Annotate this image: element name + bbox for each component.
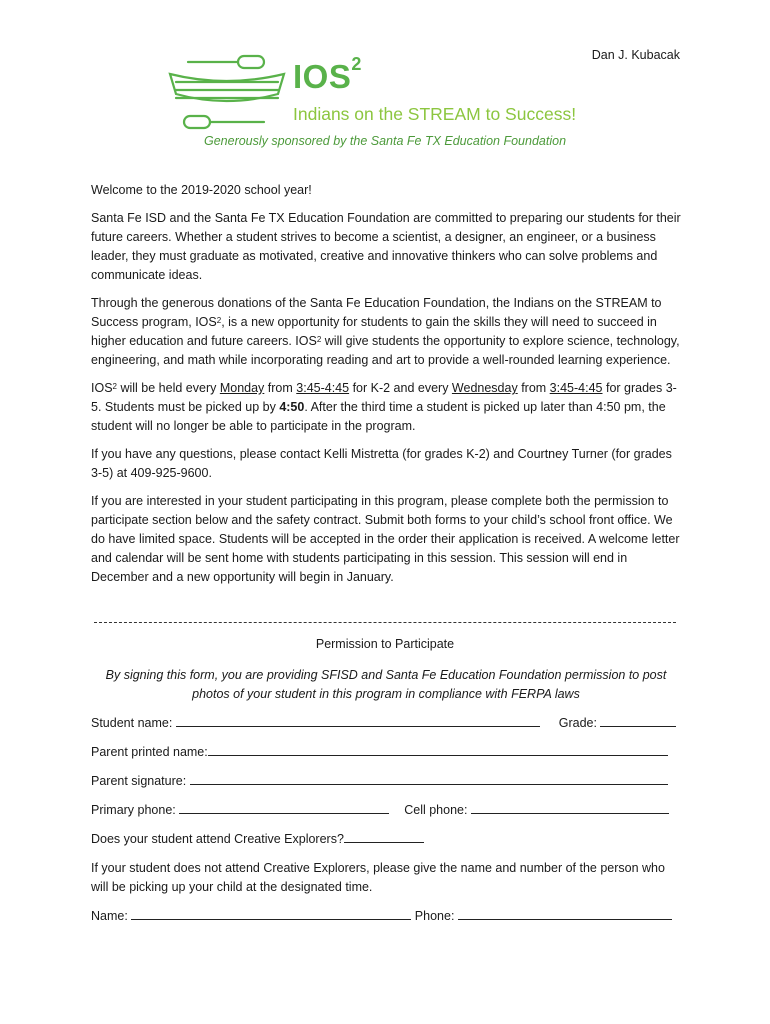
form-title: Permission to Participate <box>315 637 455 651</box>
paragraph-schedule: IOS$^2$ will be held every Monday from 3:45-4:45 for K-2 and every Wednesday from 3:45-4:45 for grades 3-5. Students must be picked up by 4:50. After the third time a student is picked up later than 4:50 pm, the student will no longer be able to participate in the program. <box>91 381 677 433</box>
logo-tagline: Indians on the STREAM to Success! <box>293 104 577 124</box>
creative-explorers-field[interactable] <box>344 830 424 843</box>
parent-printed-row: Parent printed name: <box>91 743 668 759</box>
primary-phone-field[interactable] <box>179 801 389 814</box>
letter-body <box>91 181 681 596</box>
student-name-row: Student name: Grade: <box>91 714 676 730</box>
student-name-field[interactable] <box>176 714 540 727</box>
paragraph-program: Through the generous donations of the Santa Fe Education Foundation, the Indians on the STREAM to Success program, IOS$^2$, is a new opportunity for students to gain the skills they will need to succeed in higher education and future careers. IOS$^2$ will give students the opportunity to explore science, technology, engineering, and math while incorporating reading and art to provide a well-rounded learning experience. <box>91 296 680 367</box>
cut-line <box>94 622 676 623</box>
canoe-logo-icon <box>166 50 286 136</box>
pickup-contact-row: Name: Phone: <box>91 907 672 923</box>
paragraph-intro: Santa Fe ISD and the Santa Fe TX Education Foundation are committed to preparing our students for their future careers. Whether a student strives to become a scientist, a designer, an engineer, or a business leader, they must graduate as motivated, creative and innovative thinkers who can solve problems and communicate ideas. <box>91 211 681 282</box>
parent-signature-field[interactable] <box>190 772 668 785</box>
greeting: Welcome to the 2019-2020 school year! <box>91 183 312 197</box>
paragraph-contact: If you have any questions, please contact Kelli Mistretta (for grades K-2) and Courtney Turner (for grades 3-5) at 409-925-9600. <box>91 447 672 480</box>
pickup-instructions: If your student does not attend Creative Explorers, please give the name and number of the person who will be picking up your child at the designated time. <box>91 861 665 894</box>
creative-explorers-row: Does your student attend Creative Explorers? <box>91 830 424 846</box>
parent-signature-row: Parent signature: <box>91 772 668 788</box>
sponsor-line: Generously sponsored by the Santa Fe TX Education Foundation <box>203 134 567 148</box>
pickup-phone-field[interactable] <box>458 907 672 920</box>
logo-title: IOS$^2$ <box>293 54 362 95</box>
grade-field[interactable] <box>600 714 676 727</box>
cell-phone-field[interactable] <box>471 801 669 814</box>
phone-row: Primary phone: Cell phone: <box>91 801 669 817</box>
pickup-name-field[interactable] <box>131 907 411 920</box>
paragraph-instructions: If you are interested in your student participating in this program, please complete both the permission to participate section below and the safety contract. Submit both forms to your child’s school front office. We do have limited space. Students will be accepted in the order their application is received. A welcome letter and calendar will be sent home with students participating in this session. This session will end in December and a new opportunity will begin in January. <box>91 494 680 584</box>
author-name: Dan J. Kubacak <box>591 48 680 62</box>
form-note: By signing this form, you are providing SFISD and Santa Fe Education Foundation permission to post photos of your student in this program in compliance with FERPA laws <box>105 668 667 701</box>
parent-printed-name-field[interactable] <box>208 743 668 756</box>
